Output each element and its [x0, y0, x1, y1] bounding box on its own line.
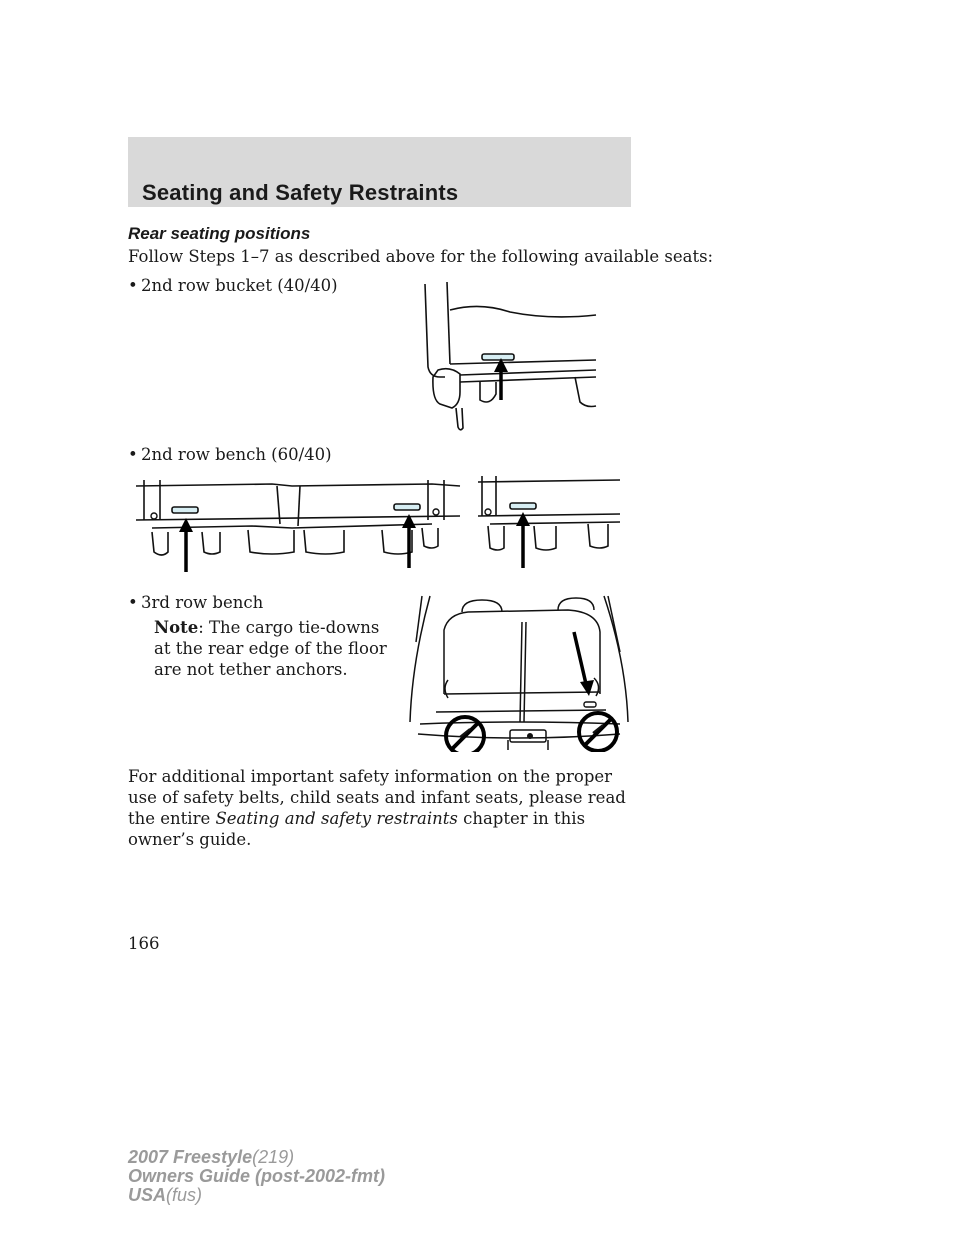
note-label: Note	[154, 618, 199, 637]
bullet-label: 2nd row bench (60/40)	[141, 445, 332, 464]
third-row-illustration	[408, 592, 630, 752]
bullet-dot: •	[128, 445, 138, 464]
intro-text: Follow Steps 1–7 as described above for the following available seats:	[128, 247, 714, 266]
note-block	[154, 617, 399, 680]
page-header-title: Seating and Safety Restraints	[142, 180, 459, 205]
bullet-dot: •	[128, 593, 138, 612]
document-footer	[128, 1148, 385, 1205]
bullet-dot: •	[128, 276, 138, 295]
safety-paragraph	[128, 766, 628, 850]
footer-line	[128, 1148, 385, 1167]
bench-seat-illustration-right	[474, 476, 624, 568]
bullet-2nd-row-bench	[128, 444, 332, 465]
footer-region-code: (fus)	[166, 1185, 203, 1205]
section-heading: Rear seating positions	[128, 224, 311, 243]
note-text: : The cargo tie-downs at the rear edge of the floor are not tether anchors.	[154, 618, 387, 679]
page-number: 166	[128, 934, 160, 953]
footer-guide: Owners Guide (post-2002-fmt)	[128, 1166, 386, 1186]
paragraph-text: For additional important safety information on the proper use of safety belts, child seats and infant seats, please read the entire	[128, 767, 626, 828]
footer-code: (219)	[252, 1147, 295, 1167]
bucket-seat-illustration	[420, 282, 610, 434]
paragraph-text-end: chapter in this owner’s guide.	[128, 809, 586, 849]
footer-line	[128, 1186, 385, 1205]
bullet-3rd-row-bench	[128, 592, 263, 613]
bullet-label: 2nd row bucket (40/40)	[141, 276, 338, 295]
footer-region: USA	[128, 1185, 167, 1205]
footer-line	[128, 1167, 385, 1186]
bullet-2nd-row-bucket	[128, 275, 338, 296]
bullet-label: 3rd row bench	[141, 593, 264, 612]
bench-seat-illustration-left	[132, 480, 464, 572]
footer-model: 2007 Freestyle	[128, 1147, 253, 1167]
paragraph-italic-reference: Seating and safety restraints	[215, 809, 458, 828]
